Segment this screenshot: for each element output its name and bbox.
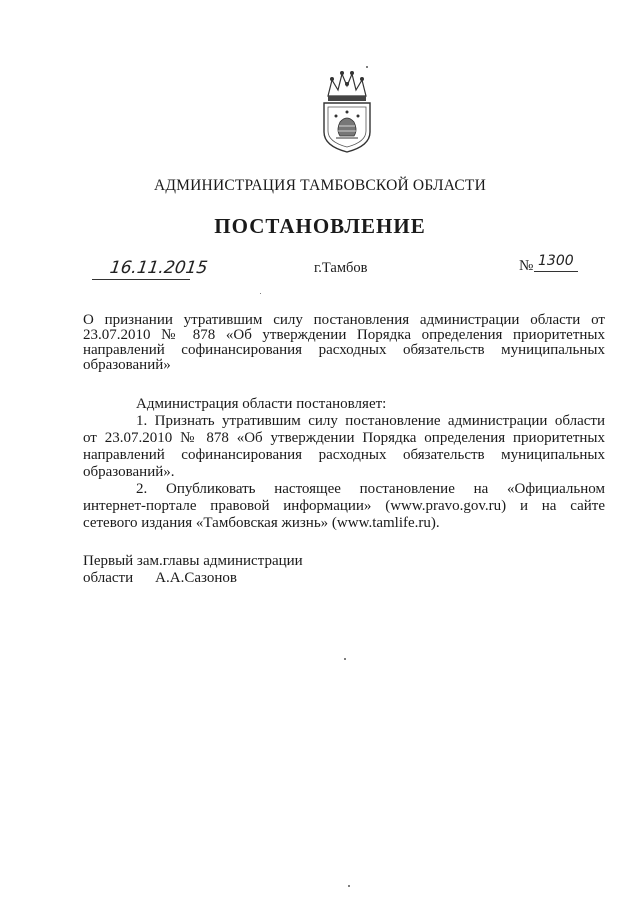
scan-speck xyxy=(260,293,261,294)
item2-line: 2. Опубликовать настоящее постановление на «Официальном xyxy=(136,481,605,497)
item2-line: интернет-портале правовой информации» (www.pravo.gov.ru) и на сайте xyxy=(83,498,605,514)
subject-line: О признании утратившим силу постановления администрации области от xyxy=(83,312,605,328)
subject-line: 23.07.2010 № 878 «Об утверждении Порядка определения приоритетных xyxy=(83,327,605,343)
coat-of-arms-icon xyxy=(318,70,376,154)
document-type-title: ПОСТАНОВЛЕНИЕ xyxy=(214,214,426,238)
scan-speck xyxy=(348,885,350,887)
subject-block xyxy=(83,313,605,373)
item1-line: 1. Признать утратившим силу постановление администрации области xyxy=(136,413,605,429)
organization-title: АДМИНИСТРАЦИЯ ТАМБОВСКОЙ ОБЛАСТИ xyxy=(154,177,486,194)
number-underline xyxy=(534,271,578,272)
handwritten-date: 16.11.2015 xyxy=(108,258,209,278)
signer-position: Первый зам.главы администрации xyxy=(83,553,303,569)
signer-position-cont: области xyxy=(83,570,134,586)
date-underline xyxy=(92,279,190,280)
item1-line: образований». xyxy=(83,464,175,480)
handwritten-number: 1300 xyxy=(538,253,574,269)
body-intro: Администрация области постановляет: xyxy=(136,396,387,412)
item1-line: от 23.07.2010 № 878 «Об утверждении Порядка определения приоритетных xyxy=(83,430,605,446)
city: г.Тамбов xyxy=(314,260,368,276)
number-label: № xyxy=(519,258,534,274)
body-block xyxy=(83,396,605,532)
item1-line: направлений софинансирования расходных обязательств муниципальных xyxy=(83,447,605,463)
scan-speck xyxy=(344,658,346,660)
signature-block xyxy=(83,553,303,587)
scan-speck xyxy=(366,66,368,68)
item2-line: сетевого издания «Тамбовская жизнь» (www.tamlife.ru). xyxy=(83,515,440,531)
subject-line: образований» xyxy=(83,357,171,373)
signer-name: А.А.Сазонов xyxy=(155,570,237,586)
subject-line: направлений софинансирования расходных обязательств муниципальных xyxy=(83,342,605,358)
